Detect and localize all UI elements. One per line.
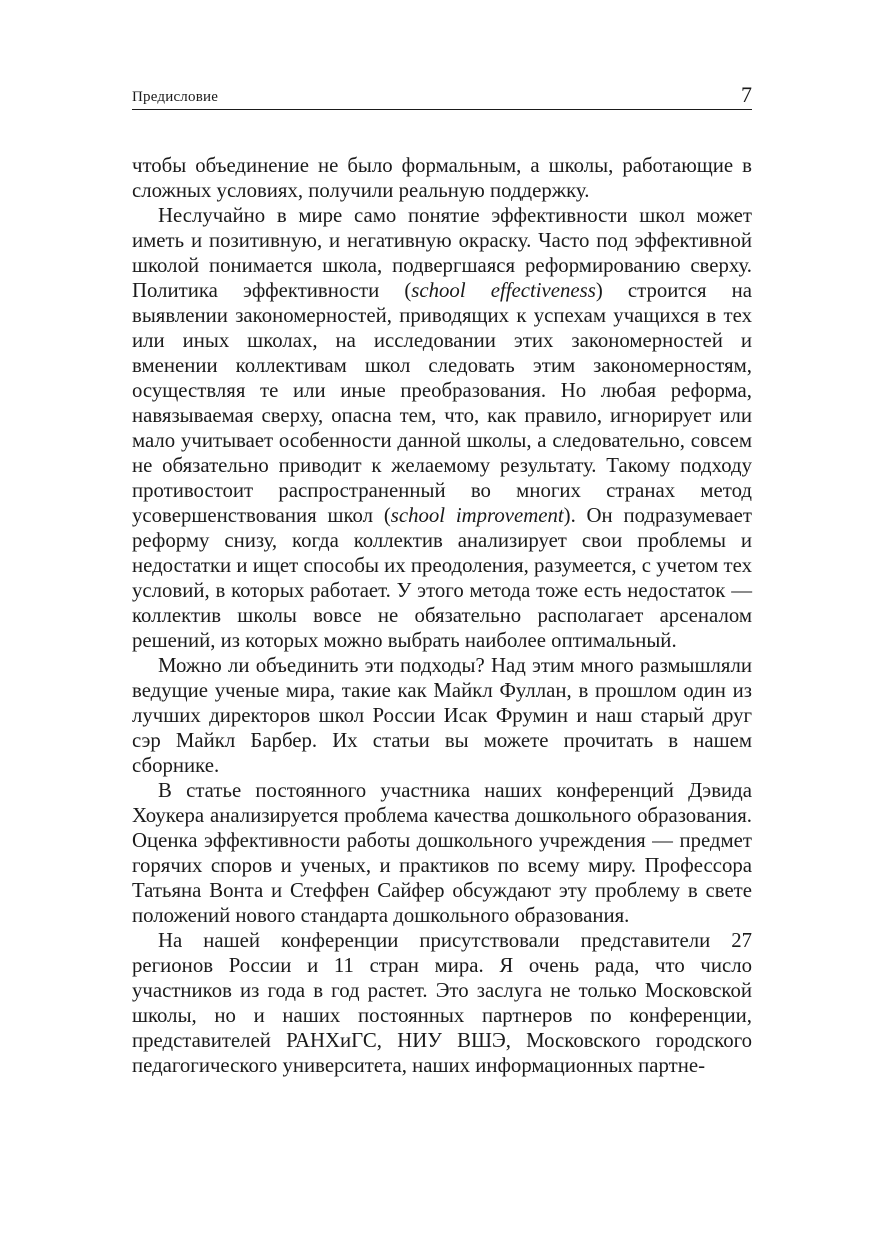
- text-segment: Можно ли объединить эти подходы? Над этим много размышляли ведущие ученые мира, такие как Майкл Фуллан, в прошлом один из лучших директоров школ России Исак Фрумин и наш старый друг сэр Майкл Барбер. Их статьи вы можете прочитать в нашем сборнике.: [132, 654, 752, 777]
- book-page: [132, 80, 752, 1078]
- text-segment: ) строится на выявлении закономерностей, приводящих к успехам учащихся в тех или иных школах, на исследовании этих закономерностей и вменении коллективам школ следовать этим закономерностям, осуществляя те или иные преобразования. Но любая реформа, навязываемая сверху, опасна тем, что, как правило, игнорирует или мало учитывает особенности данной школы, а следовательно, совсем не обязательно приводит к желаемому результату. Такому подходу противостоит распространенный во многих странах метод усовершенствования школ (: [132, 279, 752, 527]
- italic-term: school effectiveness: [411, 279, 596, 302]
- italic-term: school improvement: [390, 504, 564, 527]
- body-text: [132, 153, 752, 1078]
- paragraph-3: [132, 653, 752, 778]
- text-segment: В статье постоянного участника наших конференций Дэвида Хоукера анализируется проблема качества дошкольного образования. Оценка эффективности работы дошкольного учреждения — предмет горячих споров и ученых, и практиков по всему миру. Профессора Татьяна Вонта и Стеффен Сайфер обсуждают эту проблему в свете положений нового стандарта дошкольного образования.: [132, 779, 752, 927]
- page-number: 7: [741, 82, 752, 107]
- text-segment: чтобы объединение не было формальным, а школы, работающие в сложных условиях, получили реальную поддержку.: [132, 154, 752, 202]
- text-segment: Неслучайно в мире само понятие эффективности школ может иметь и позитивную, и негативную окраску. Часто под эффективной школой понимается школа, подвергшаяся реформированию сверху. Политика эффективности (: [132, 204, 752, 302]
- paragraph-1: [132, 153, 752, 203]
- running-title: Предисловие: [132, 89, 219, 105]
- paragraph-5: [132, 928, 752, 1078]
- paragraph-2: [132, 203, 752, 653]
- text-segment: На нашей конференции присутствовали представители 27 регионов России и 11 стран мира. Я очень рада, что число участников из года в год растет. Это заслуга не только Московской школы, но и наших постоянных партнеров по конференции, представителей РАНХиГС, НИУ ВШЭ, Московского городского педагогического университета, наших информационных партне-: [132, 929, 752, 1077]
- paragraph-4: [132, 778, 752, 928]
- text-segment: ). Он подразумевает реформу снизу, когда коллектив анализирует свои проблемы и недостатки и ищет способы их преодоления, разумеется, с учетом тех условий, в которых работает. У этого метода тоже есть недостаток — коллектив школы вовсе не обязательно располагает арсеналом решений, из которых можно выбрать наиболее оптимальный.: [132, 504, 752, 652]
- running-header: [132, 80, 752, 110]
